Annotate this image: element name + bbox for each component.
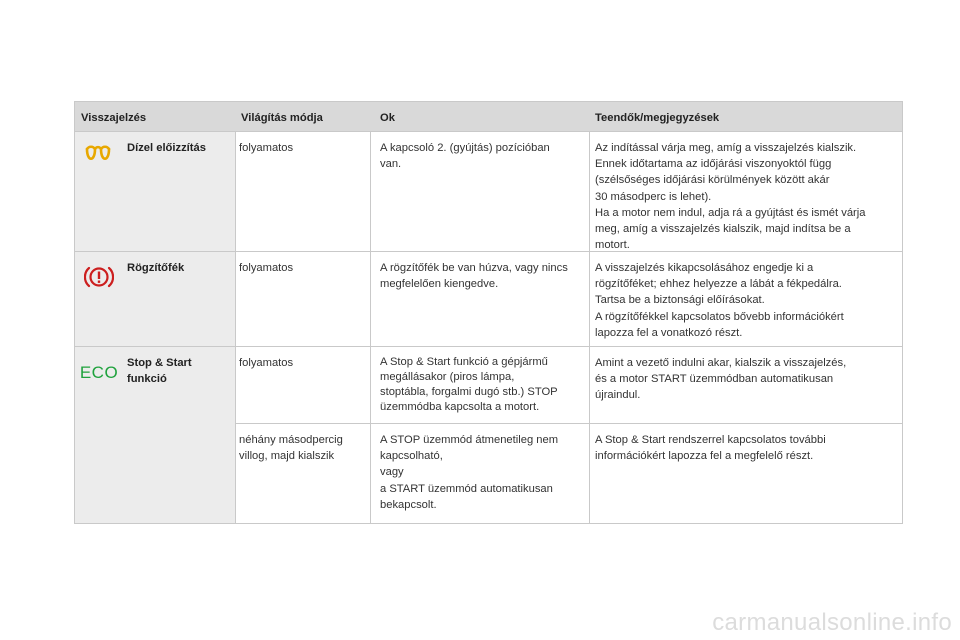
signal-icon-cell — [75, 252, 123, 346]
cause-text: A rögzítőfék be van húzva, vagy nincs megfelelően kiengedve. — [371, 252, 590, 346]
signal-icon-cell — [75, 132, 123, 251]
table-subrow — [236, 347, 902, 424]
signal-name: Stop & Start funkció — [123, 347, 236, 523]
svg-text:ECO: ECO — [79, 363, 119, 382]
lighting-mode: folyamatos — [236, 347, 371, 423]
table-header — [75, 102, 902, 132]
header-signal: Visszajelzés — [81, 112, 147, 124]
table-row — [75, 347, 902, 523]
table-row — [75, 132, 902, 252]
signal-icon-cell — [75, 347, 123, 523]
table-subrow — [236, 424, 902, 523]
lighting-mode: folyamatos — [236, 132, 371, 251]
lighting-mode: folyamatos — [236, 252, 371, 346]
action-text: A visszajelzés kikapcsolásához engedje ki a rögzítőféket; ehhez helyezze a lábát a fékpedálra. Tartsa be a biztonsági előírásokat. A rögzítőfékkel kapcsolatos bővebb információkért lapozza fel a vonatkozó részt. — [595, 262, 844, 339]
watermark: carmanualsonline.info — [712, 609, 952, 636]
signal-name: Dízel előizzítás — [123, 132, 236, 251]
parking-brake-icon — [84, 264, 114, 290]
lighting-mode: néhány másodpercig villog, majd kialszik — [236, 424, 371, 523]
header-cause: Ok — [380, 112, 395, 124]
header-action: Teendők/megjegyzések — [595, 112, 720, 124]
action-text: Amint a vezető indulni akar, kialszik a visszajelzés, és a motor START üzemmódban automatikusan újraindul. — [595, 357, 847, 402]
action-text: Az indítással várja meg, amíg a visszajelzés kialszik. Ennek időtartama az időjárási viszonyoktól függ (szélsőséges időjárási körülmények között akár 30 másodperc is lehet). Ha a motor nem indul, adja rá a gyújtást és ismét várja meg, amíg a visszajelzés kialszik, majd indítsa be a motort. — [595, 142, 866, 252]
stop-start-subrows — [236, 347, 902, 523]
eco-icon — [79, 362, 119, 382]
warning-lights-table — [74, 101, 903, 524]
cause-text: A Stop & Start funkció a gépjármű megállásakor (piros lámpa, stoptábla, forgalmi dugó stb.) STOP üzemmódba kapcsolta a motort. — [371, 347, 590, 423]
signal-name: Rögzítőfék — [123, 252, 236, 346]
cause-text: A STOP üzemmód átmenetileg nem kapcsolható, vagy a START üzemmód automatikusan bekapcsolt. — [371, 424, 590, 523]
header-mode: Világítás módja — [241, 112, 323, 124]
cause-text: A kapcsoló 2. (gyújtás) pozícióban van. — [371, 132, 590, 251]
table-row — [75, 252, 902, 347]
glow-plug-icon — [84, 144, 114, 164]
action-text: A Stop & Start rendszerrel kapcsolatos további információkért lapozza fel a megfelelő részt. — [595, 434, 826, 463]
